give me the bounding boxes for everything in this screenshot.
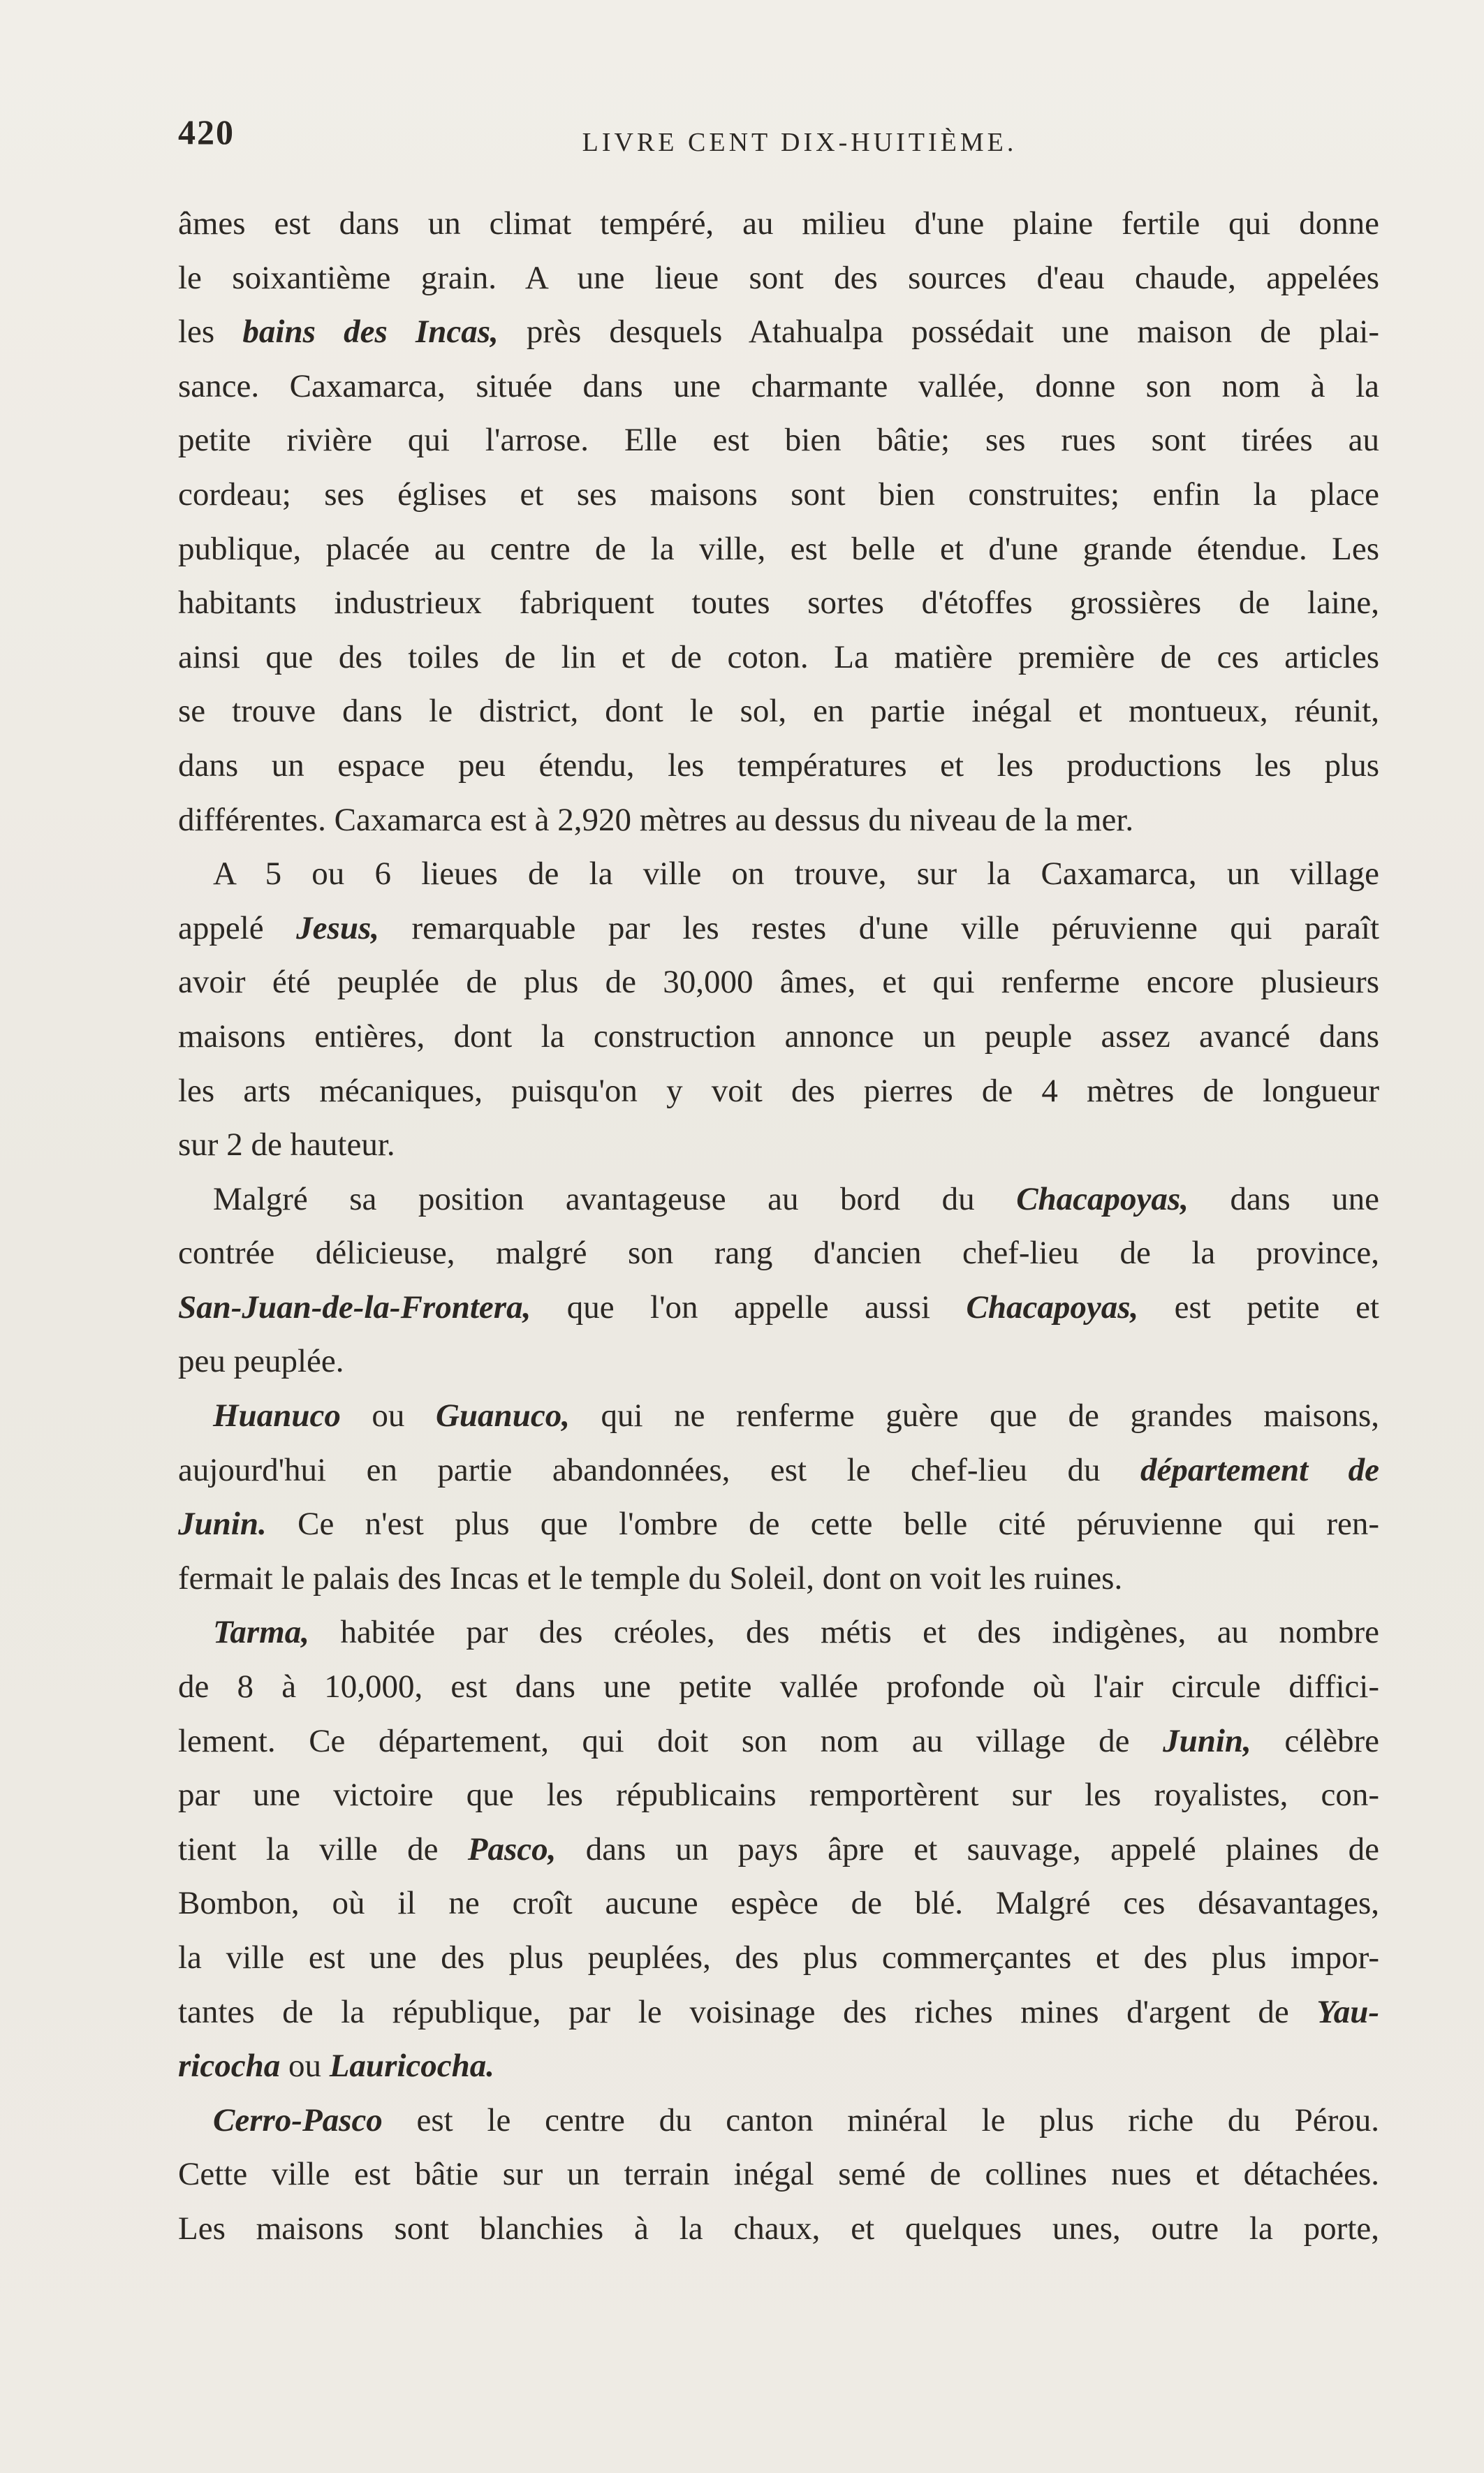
text-run: se trouve dans le district, dont le sol, en partie inégal et montueux, réunit, — [178, 693, 1379, 730]
text-line — [178, 413, 1379, 468]
text-run: ou — [340, 1397, 436, 1434]
text-run: Malgré sa position avantageuse au bord du — [213, 1180, 1017, 1217]
text-line — [178, 1335, 1379, 1389]
text-run: habitée par des créoles, des métis et des indigènes, au nombre — [309, 1614, 1379, 1651]
text-line — [178, 1281, 1379, 1335]
text-line — [178, 631, 1379, 685]
text-run: célèbre — [1251, 1722, 1379, 1759]
italic-text-run: Jesus, — [296, 909, 380, 946]
italic-text-run: Pasco, — [467, 1830, 557, 1867]
text-run: tantes de la république, par le voisinage des riches mines d'argent de — [178, 1993, 1317, 2030]
text-run: ainsi que des toiles de lin et de coton. La matière première de ces articles — [178, 638, 1379, 675]
text-run: près desquels Atahualpa possédait une maison de plai- — [498, 314, 1379, 351]
text-run: peu peuplée. — [178, 1343, 344, 1380]
text-line — [178, 360, 1379, 414]
text-line — [178, 305, 1379, 360]
text-run: qui ne renferme guère que de grandes maisons, — [569, 1397, 1379, 1434]
text-run: dans un espace peu étendu, les températures et les productions les plus — [178, 747, 1379, 784]
text-run: cordeau; ses églises et ses maisons sont bien construites; enfin la place — [178, 476, 1379, 513]
text-run: sur 2 de hauteur. — [178, 1127, 395, 1164]
text-line — [178, 1823, 1379, 1877]
text-run: petite rivière qui l'arrose. Elle est bien bâtie; ses rues sont tirées au — [178, 422, 1379, 459]
text-line — [178, 522, 1379, 577]
text-run: Ce n'est plus que l'ombre de cette belle cité péruvienne qui ren- — [266, 1506, 1379, 1543]
text-line — [178, 1552, 1379, 1606]
text-run: tient la ville de — [178, 1830, 468, 1867]
italic-text-run: ricocha — [178, 2048, 281, 2085]
text-line — [178, 1986, 1379, 2040]
text-line — [178, 1715, 1379, 1769]
italic-text-run: Huanuco — [213, 1397, 341, 1434]
text-run: habitants industrieux fabriquent toutes sortes d'étoffes grossières de laine, — [178, 585, 1379, 622]
text-run: les — [178, 314, 243, 351]
text-run: lement. Ce département, qui doit son nom au village de — [178, 1722, 1163, 1759]
text-line — [178, 1118, 1379, 1173]
text-run: fermait le palais des Incas et le temple du Soleil, dont on voit les ruines. — [178, 1560, 1123, 1597]
text-line — [178, 468, 1379, 522]
page-header — [178, 112, 1379, 168]
text-run: aujourd'hui en partie abandonnées, est le chef-lieu du — [178, 1451, 1140, 1488]
italic-text-run: Lauricocha. — [329, 2048, 495, 2085]
text-run: dans une — [1188, 1180, 1379, 1217]
text-line — [178, 739, 1379, 793]
text-line — [178, 197, 1379, 251]
text-run: est le centre du canton minéral le plus riche du Pérou. — [382, 2101, 1379, 2138]
text-run: de 8 à 10,000, est dans une petite vallée profonde où l'air circule diffici- — [178, 1668, 1379, 1705]
italic-text-run: Cerro-Pasco — [213, 2101, 383, 2138]
text-run: par une victoire que les républicains remportèrent sur les royalistes, con- — [178, 1777, 1379, 1814]
text-line — [178, 1444, 1379, 1498]
text-run: ou — [280, 2048, 330, 2085]
text-run: différentes. Caxamarca est à 2,920 mètres au dessus du niveau de la mer. — [178, 801, 1134, 838]
italic-text-run: département de — [1140, 1451, 1379, 1488]
text-line — [178, 1173, 1379, 1227]
text-run: publique, placée au centre de la ville, est belle et d'une grande étendue. Les — [178, 530, 1379, 567]
text-line — [178, 1931, 1379, 1986]
text-run: Cette ville est bâtie sur un terrain inégal semé de collines nues et détachées. — [178, 2156, 1379, 2193]
text-run: Les maisons sont blanchies à la chaux, et quelques unes, outre la porte, — [178, 2210, 1379, 2247]
text-line — [178, 902, 1379, 956]
text-run: maisons entières, dont la construction annonce un peuple assez avancé dans — [178, 1018, 1379, 1055]
text-line — [178, 1010, 1379, 1064]
text-line — [178, 2202, 1379, 2256]
text-run: la ville est une des plus peuplées, des plus commerçantes et des plus impor- — [178, 1939, 1379, 1976]
text-line — [178, 1660, 1379, 1715]
text-line — [178, 2039, 1379, 2094]
italic-text-run: Yau- — [1316, 1993, 1379, 2030]
text-line — [178, 1606, 1379, 1660]
text-run: avoir été peuplée de plus de 30,000 âmes, et qui renferme encore plusieurs — [178, 964, 1379, 1001]
text-line — [178, 2094, 1379, 2148]
text-line — [178, 1877, 1379, 1931]
page-number: 420 — [178, 112, 235, 152]
text-run: est petite et — [1138, 1289, 1379, 1326]
text-run: appelé — [178, 909, 297, 946]
text-line — [178, 1226, 1379, 1281]
text-run: dans un pays âpre et sauvage, appelé plaines de — [556, 1830, 1379, 1867]
text-run: remarquable par les restes d'une ville péruvienne qui paraît — [379, 909, 1379, 946]
running-head: LIVRE CENT DIX-HUITIÈME. — [582, 128, 1018, 157]
italic-text-run: Chacapoyas, — [1016, 1180, 1189, 1217]
text-run: que l'on appelle aussi — [531, 1289, 967, 1326]
text-run: les arts mécaniques, puisqu'on y voit des pierres de 4 mètres de longueur — [178, 1072, 1379, 1109]
text-line — [178, 1768, 1379, 1823]
italic-text-run: Chacapoyas, — [966, 1289, 1139, 1326]
text-line — [178, 2148, 1379, 2202]
text-line — [178, 1497, 1379, 1552]
text-line — [178, 251, 1379, 306]
italic-text-run: bains des Incas, — [242, 314, 499, 351]
text-line — [178, 576, 1379, 631]
text-run: Bombon, où il ne croît aucune espèce de blé. Malgré ces désavantages, — [178, 1885, 1379, 1922]
text-run: âmes est dans un climat tempéré, au milieu d'une plaine fertile qui donne — [178, 205, 1379, 242]
text-line — [178, 955, 1379, 1010]
italic-text-run: Tarma, — [213, 1614, 309, 1651]
italic-text-run: Junin, — [1163, 1722, 1251, 1759]
text-run: le soixantième grain. A une lieue sont des sources d'eau chaude, appelées — [178, 259, 1379, 296]
text-line — [178, 1064, 1379, 1119]
text-run: sance. Caxamarca, située dans une charmante vallée, donne son nom à la — [178, 367, 1379, 404]
text-line — [178, 847, 1379, 902]
italic-text-run: Guanuco, — [435, 1397, 570, 1434]
text-line — [178, 793, 1379, 848]
text-line — [178, 1389, 1379, 1444]
body-text — [178, 197, 1379, 2256]
text-run: contrée délicieuse, malgré son rang d'ancien chef-lieu de la province, — [178, 1235, 1379, 1272]
text-line — [178, 684, 1379, 739]
text-run: A 5 ou 6 lieues de la ville on trouve, sur la Caxamarca, un village — [213, 856, 1379, 893]
italic-text-run: San-Juan-de-la-Frontera, — [178, 1289, 531, 1326]
italic-text-run: Junin. — [178, 1506, 267, 1543]
